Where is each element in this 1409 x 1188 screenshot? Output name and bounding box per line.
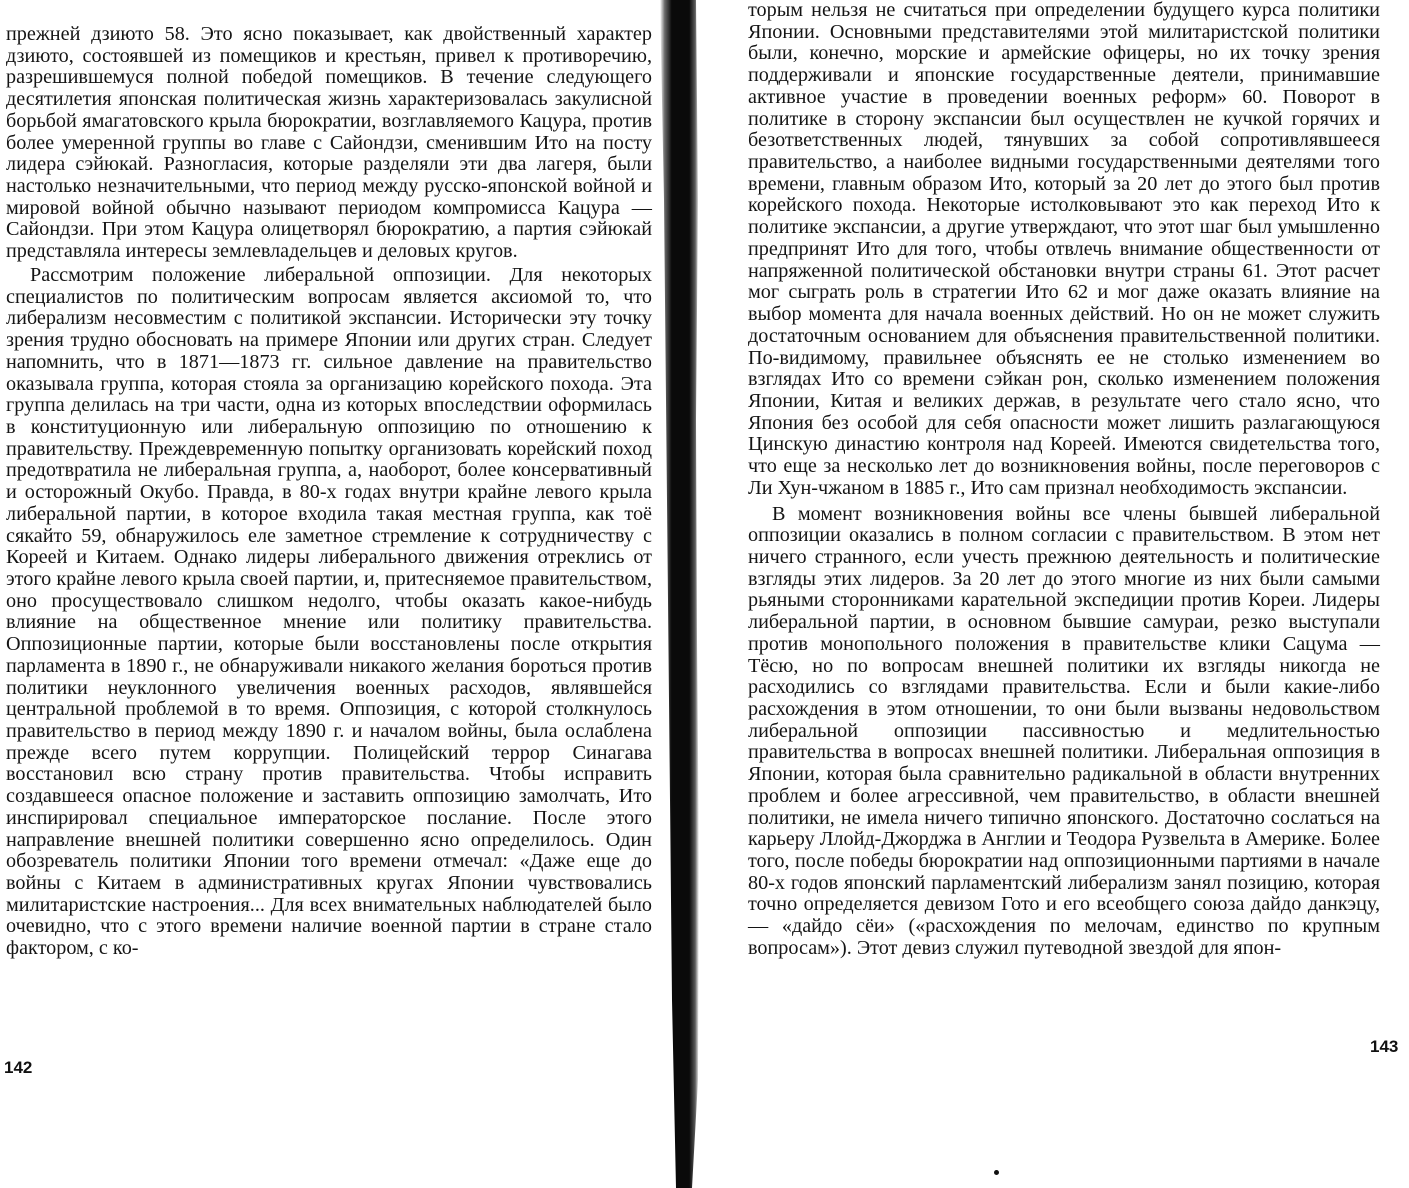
right-paragraph-1: торым нельзя не считаться при определении будущего курса политики Японии. Основными представителями этой милитаристской политики были, конечно, морские и армейские офицеры, но их точку зрения поддерживали и японские государственные деятели, принимавшие активное участие в проведении военных реформ» 60. Поворот в политике в сторону экспансии был осуществлен не кучкой горячих и безответственных людей, тянувших за собой сопротивлявшееся правительство, а наиболее видными государственными деятелями того времени, главным образом Ито, который за 20 лет до этого был против корейского похода. Некоторые истолковывают это как переход Ито к политике экспансии, а другие утверждают, что этот шаг был умышленно предпринят Ито для того, чтобы отвлечь внимание общественности от напряженной политической обстановки внутри страны 61. Этот расчет мог сыграть роль в стратегии Ито 62 и мог даже оказать влияние на выбор момента для начала военных действий. Но он не может служить достаточным основанием для объяснения правительственной политики. По-видимому, правильнее объяснять ее не столько изменением во взглядах Ито со времени сэйкан рон, сколько изменением положения Японии, Китая и великих держав, в результате чего стало ясно, что Япония без особой для себя опасности может лишить разлагающуюся Цинскую династию контроля над Кореей. Имеются свидетельства того, что еще за несколько лет до возникновения войны, после переговоров с Ли Хун-чжаном в 1885 г., Ито сам признал необходимость экспансии. (748, 0, 1380, 499)
left-page-number: 142 (4, 1058, 33, 1077)
right-page (748, 0, 1380, 960)
right-page-text (748, 0, 1380, 960)
book-spine-shadow (652, 0, 702, 1188)
left-paragraph-1: прежней дзиюто 58. Это ясно показывает, как двойственный характер дзиюто, состоявшей из помещиков и крестьян, привел к противоречию, разрешившемуся полной победой помещиков. В течение следующего десятилетия японская политическая жизнь характеризовалась закулисной борьбой ямагатовского крыла бюрократии, возглавляемого Кацура, против более умеренной группы во главе с Сайондзи, сменившим Ито на посту лидера сэйюкай. Разногласия, которые разделяли эти два лагеря, были настолько незначительными, что период между русско-японской войной и мировой войной обычно называют периодом компромисса Кацура — Сайондзи. При этом Кацура олицетворял бюрократию, а партия сэйюкай представляла интересы землевладельцев и деловых кругов. (6, 23, 652, 263)
ink-dot (994, 1170, 999, 1175)
right-paragraph-2: В момент возникновения войны все члены бывшей либеральной оппозиции оказались в полном согласии с правительством. В этом нет ничего странного, если учесть прежнюю деятельность и политические взгляды этих лидеров. За 20 лет до этого многие из них были самыми рьяными сторонниками карательной экспедиции против Кореи. Лидеры либеральной партии, в основном бывшие самураи, резко выступали против монопольного положения в правительстве клики Сацума — Тёсю, но по вопросам внешней политики их взгляды никогда не расходились со взглядами правительства. Если и были какие-либо расхождения в этом отношении, то они были вызваны недовольством либеральной оппозиции пассивностью и медлительностью правительства в вопросах внешней политики. Либеральная оппозиция в Японии, которая была сравнительно радикальной в области внутренних проблем и более агрессивной, чем правительство, в области внешней политики, не имела ничего типично японского. Достаточно сослаться на карьеру Ллойд-Джорджа в Англии и Теодора Рузвельта в Америке. Более того, после победы бюрократии над оппозиционными партиями в начале 80-х годов японский парламентский либерализм занял позицию, которая точно определяется девизом Гото и его всеобщего союза дайдо данкэцу, — «дайдо сёи» («расхождения по мелочам, единство по крупным вопросам»). Этот девиз служил путеводной звездой для япон- (748, 502, 1380, 959)
left-page-text (6, 0, 652, 960)
right-page-number: 143 (1370, 1037, 1399, 1056)
left-paragraph-2: Рассмотрим положение либеральной оппозиции. Для некоторых специалистов по политическим вопросам является аксиомой то, что либерализм несовместим с политикой экспансии. Исторически эту точку зрения трудно обосновать на примере Японии или других стран. Следует напомнить, что в 1871—1873 гг. сильное давление на правительство оказывала группа, которая стояла за организацию корейского похода. Эта группа делилась на три части, одна из которых впоследствии оформилась в конституционную или либеральную оппозицию по отношению к правительству. Преждевременную попытку организовать корейский поход предотвратила не либеральная группа, а, наоборот, более консервативный и осторожный Окубо. Правда, в 80-х годах внутри крайне левого крыла либеральной партии, в которое входила такая местная группа, как тоё сякайто 59, обнаружилось еле заметное стремление к сотрудничеству с Кореей и Китаем. Однако лидеры либерального движения отреклись от этого крайне левого крыла своей партии, и, притесняемое правительством, оно просуществовало слишком недолго, чтобы оказать какое-нибудь влияние на общественное мнение или политику правительства. Оппозиционные партии, которые были восстановлены после открытия парламента в 1890 г., не обнаруживали никакого желания бороться против политики неуклонного увеличения военных расходов, являвшейся центральной проблемой в то время. Оппозиция, с которой столкнулось правительство в период между 1890 г. и началом войны, была ослаблена прежде всего путем коррупции. Полицейский террор Синагава восстановил всю страну против правительства. Чтобы исправить создавшееся опасное положение и заставить оппозицию замолчать, Ито инспирировал специальное императорское послание. После этого направление внешней политики совершенно ясно определилось. Один обозреватель политики Японии того времени отмечал: «Даже еще до войны с Китаем в административных кругах Японии чувствовались милитаристские настроения... Для всех внимательных наблюдателей было очевидно, что с этого времени наличие военной партии в стране стало фактором, с ко- (6, 263, 652, 960)
left-page (6, 0, 652, 960)
